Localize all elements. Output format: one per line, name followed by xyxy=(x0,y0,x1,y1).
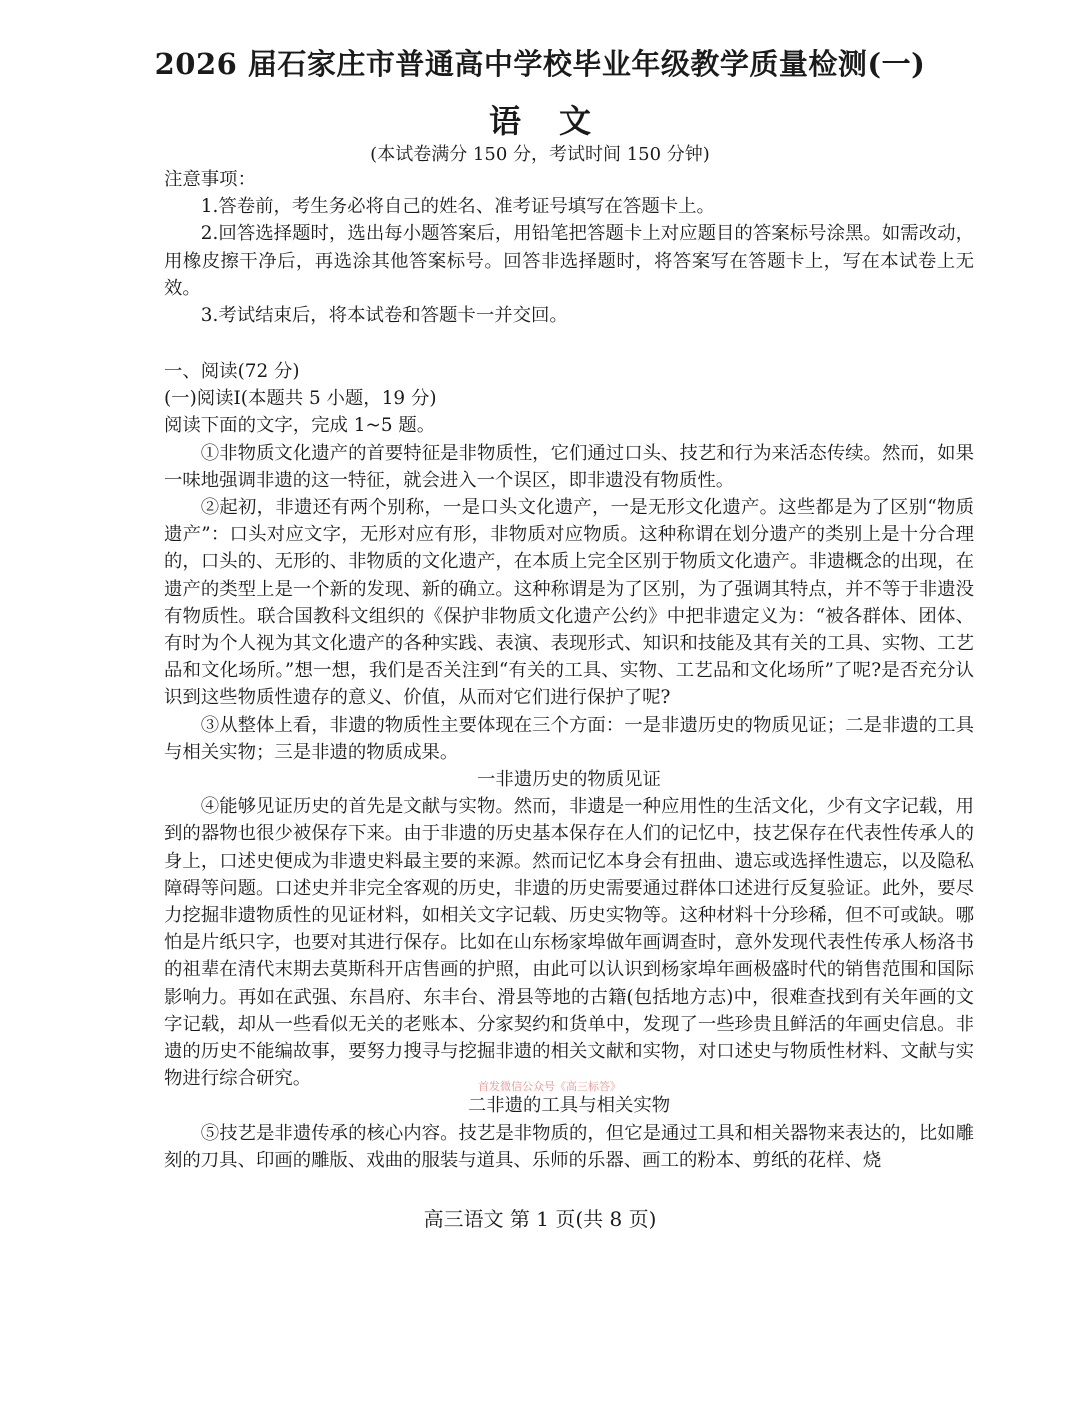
section-instruction: 阅读下面的文字，完成 1~5 题。 xyxy=(164,415,436,437)
section-heading: 一、阅读(72 分) xyxy=(164,361,300,382)
paragraph-1: ①非物质文化遗产的首要特征是非物质性，它们通过口头、技艺和行为来活态传续。然而，如果一味地强调非遗的这一特征，就会进入一个误区，即非遗没有物质性。 xyxy=(164,442,974,491)
section-subheading: (一)阅读Ⅰ(本题共 5 小题，19 分) xyxy=(164,388,437,410)
note-item-1: 1.答卷前，考生务必将自己的姓名、准考证号填写在答题卡上。 xyxy=(200,196,715,218)
exam-info: (本试卷满分 150 分，考试时间 150 分钟) xyxy=(370,144,710,165)
subheading-2: 二非遗的工具与相关实物 xyxy=(467,1095,671,1117)
paragraph-4: ④能够见证历史的首先是文献与实物。然而，非遗是一种应用性的生活文化，少有文字记载，用到的器物也很少被保存下来。由于非遗的历史基本保存在人们的记忆中，技艺保存在代表性传承人的身上，口述史便成为非遗史料最主要的来源。然而记忆本身会有扭曲、遗忘或选择性遗忘，以及隐私障碍等问题。口述史并非完全客观的历史，非遗的历史需要通过群体口述进行反复验证。此外，要尽力挖掘非遗物质性的见证材料，如相关文字记载、历史实物等。这种材料十分珍稀，但不可或缺。哪怕是片纸只字，也要对其进行保存。比如在山东杨家埠做年画调查时，意外发现代表性传承人杨洛书的祖辈在清代末期去莫斯科开店售画的护照，由此可以认识到杨家埠年画极盛时代的销售范围和国际影响力。再如在武强、东昌府、东丰台、滑县等地的古籍(包括地方志)中，很难查找到有关年画的文字记载，却从一些看似无关的老账本、分家契约和货单中，发现了一些珍贵且鲜活的年画史信息。非遗的历史不能编故事，要努力搜寻与挖掘非遗的相关文献和实物，对口述史与物质性材料、文献与实物进行综合研究。 xyxy=(164,796,974,1090)
paragraph-3: ③从整体上看，非遗的物质性主要体现在三个方面：一是非遗历史的物质见证；二是非遗的工具与相关实物；三是非遗的物质成果。 xyxy=(164,714,974,763)
notes-block xyxy=(164,166,974,329)
subheading-1: 一非遗历史的物质见证 xyxy=(477,769,661,791)
note-item-2: 2.回答选择题时，选出每小题答案后，用铅笔把答题卡上对应题目的答案标号涂黑。如需改动，用橡皮擦干净后，再选涂其他答案标号。回答非选择题时，将答案写在答题卡上，写在本试卷上无效。 xyxy=(164,223,974,299)
subject-title: 语文 xyxy=(488,102,629,140)
watermark-text: 首发微信公众号《高三标答》 xyxy=(478,1080,621,1093)
notes-heading: 注意事项： xyxy=(164,169,256,190)
reading-section xyxy=(164,358,974,1174)
note-item-3: 3.考试结束后，将本试卷和答题卡一并交回。 xyxy=(200,305,568,327)
paragraph-5: ⑤技艺是非遗传承的核心内容。技艺是非物质的，但它是通过工具和相关器物来表达的，比如雕刻的刀具、印画的雕版、戏曲的服装与道具、乐师的乐器、画工的粉本、剪纸的花样、烧 xyxy=(164,1122,974,1171)
paragraph-2: ②起初，非遗还有两个别称，一是口头文化遗产，一是无形文化遗产。这些都是为了区别“物质遗产”：口头对应文字，无形对应有形，非物质对应物质。这种称谓在划分遗产的类别上是十分合理的，口头的、无形的、非物质的文化遗产，在本质上完全区别于物质文化遗产。非遗概念的出现，在遗产的类型上是一个新的发现、新的确立。这种称谓是为了区别，为了强调其特点，并不等于非遗没有物质性。联合国教科文组织的《保护非物质文化遗产公约》中把非遗定义为：“被各群体、团体、有时为个人视为其文化遗产的各种实践、表演、表现形式、知识和技能及其有关的工具、实物、工艺品和文化场所。”想一想，我们是否关注到“有关的工具、实物、工艺品和文化场所”了呢?是否充分认识到这些物质性遗存的意义、价值，从而对它们进行保护了呢? xyxy=(164,497,974,709)
page-footer: 高三语文 第 1 页(共 8 页) xyxy=(423,1207,657,1231)
exam-title: 2026 届石家庄市普通高中学校毕业年级教学质量检测(一) xyxy=(154,47,926,81)
